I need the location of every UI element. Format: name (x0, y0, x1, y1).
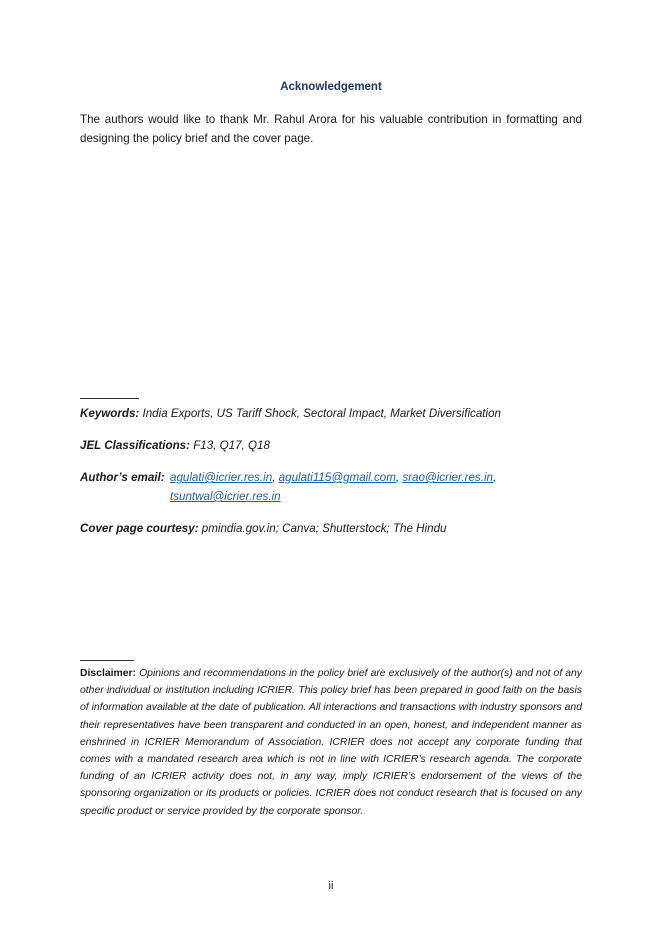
jel-line (80, 436, 600, 455)
cover-courtesy-value: pmindia.gov.in; Canva; Shutterstock; The Hindu (201, 522, 447, 535)
disclaimer-label: Disclaimer: (80, 668, 137, 679)
author-email-label: Author’s email: (80, 471, 165, 484)
keywords-label: Keywords: (80, 407, 140, 420)
cover-courtesy-label: Cover page courtesy: (80, 522, 199, 535)
author-email-list (170, 468, 530, 506)
email-link-tsuntwal[interactable]: tsuntwal@icrier.res.in (170, 490, 281, 503)
jel-value: F13, Q17, Q18 (193, 439, 270, 452)
page-number: ii (328, 880, 334, 892)
email-link-agulati115[interactable]: agulati115@gmail.com (278, 471, 396, 484)
email-separator: , (395, 471, 400, 484)
divider-rule (80, 398, 139, 399)
acknowledgement-heading: Acknowledgement (280, 81, 382, 93)
email-link-srao[interactable]: srao@icrier.res.in (402, 471, 493, 484)
footnote-rule (80, 660, 134, 661)
email-link-agulati[interactable]: agulati@icrier.res.in (170, 471, 273, 484)
jel-label: JEL Classifications: (80, 439, 190, 452)
acknowledgement-text: The authors would like to thank Mr. Rahul Arora for his valuable contribution in formatting and designing the policy brief and the cover page. (80, 113, 582, 145)
email-separator: , (492, 471, 497, 484)
disclaimer-text: Opinions and recommendations in the policy brief are exclusively of the author(s) and not of any other individual or institution including ICRIER. This policy brief has been prepared in good faith on the basis of information available at the date of publication. All interactions and transactions with industry sponsors and their representatives have been transparent and conducted in an open, honest, and independent manner as enshrined in ICRIER Memorandum of Association. ICRIER does not accept any corporate funding that comes with a mandated research area which is not in line with ICRIER’s research agenda. The corporate funding of an ICRIER activity does not, in any way, imply ICRIER’s endorsement of the views of the sponsoring organization or its products or policies. ICRIER does not conduct research that is focused on any specific product or service provided by the corporate sponsor. (80, 668, 582, 817)
keywords-value: India Exports, US Tariff Shock, Sectoral Impact, Market Diversification (142, 407, 501, 420)
cover-courtesy-line (80, 519, 600, 538)
keywords-line (80, 404, 600, 423)
disclaimer (80, 665, 582, 820)
email-separator: , (272, 471, 276, 484)
